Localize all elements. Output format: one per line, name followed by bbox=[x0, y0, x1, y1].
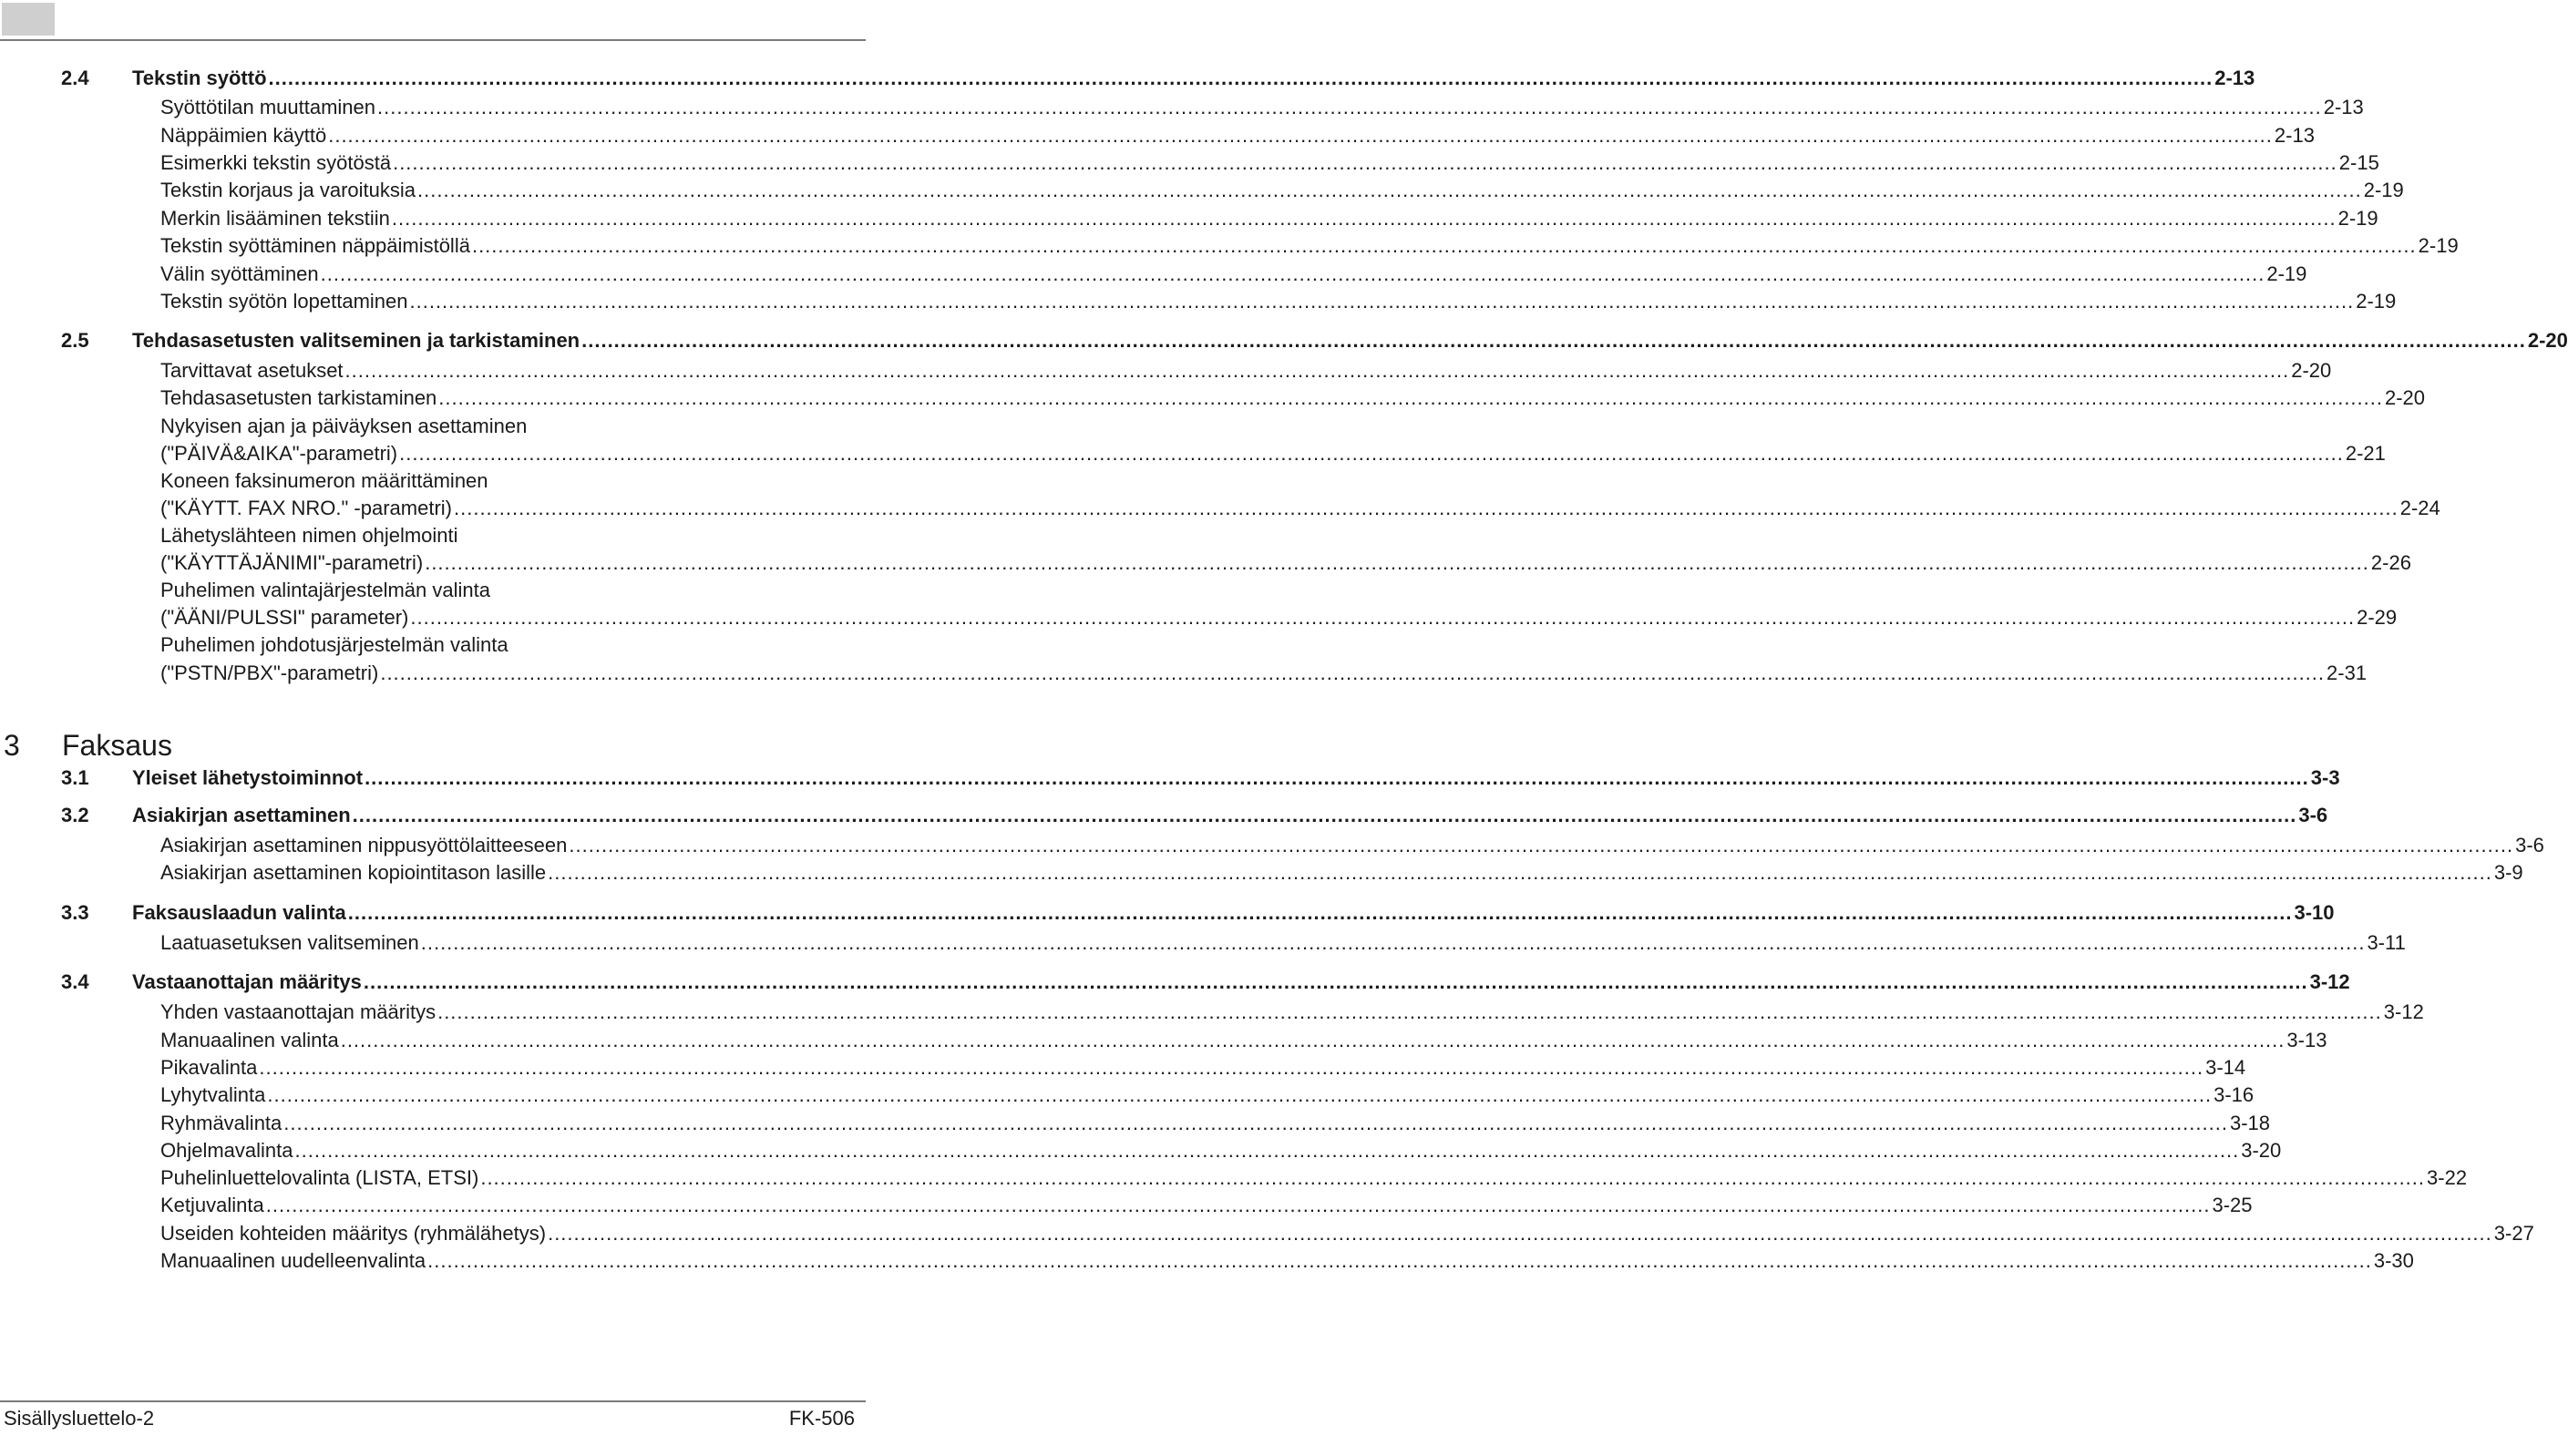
toc-page-number: 2-21 bbox=[2345, 442, 2386, 465]
toc-page-number: 2-29 bbox=[2357, 606, 2398, 629]
toc-page-number: 2-19 bbox=[2337, 207, 2378, 230]
toc-page-number: 3-6 bbox=[2515, 834, 2544, 856]
toc-entry-title: Tekstin syöttö bbox=[132, 67, 267, 89]
dot-leader: ............................................................................................................................................................................................................................................................................................................ bbox=[471, 234, 2417, 257]
toc-leader-line bbox=[132, 802, 2328, 829]
toc-entry-title: Puhelinluettelovalinta (LISTA, ETSI) bbox=[160, 1166, 479, 1189]
toc-page-number: 2-19 bbox=[2418, 234, 2459, 257]
dot-leader: ............................................................................................................................................................................................................................................................................................................ bbox=[283, 1112, 2228, 1134]
toc-entry-title: ("ÄÄNI/PULSSI" parameter) bbox=[160, 606, 409, 629]
toc-entry-title: Vastaanottajan määritys bbox=[132, 970, 362, 993]
dot-leader: ............................................................................................................................................................................................................................................................................................................ bbox=[569, 834, 2514, 856]
toc-entry-title: Merkin lisääminen tekstiin bbox=[160, 207, 390, 230]
toc-entry-title: Asiakirjan asettaminen nippusyöttölaitteeseen bbox=[160, 834, 568, 856]
toc-entry-title: Puhelimen valintajärjestelmän valinta bbox=[160, 579, 490, 601]
dot-leader: ............................................................................................................................................................................................................................................................................................................ bbox=[377, 96, 2322, 118]
toc-leader-line bbox=[160, 929, 2406, 957]
toc-leader-line bbox=[160, 261, 2307, 288]
toc-entry-title: Tekstin syöttäminen näppäimistöllä bbox=[160, 234, 470, 257]
toc-leader-line bbox=[160, 122, 2315, 149]
toc-page-number: 2-20 bbox=[2385, 386, 2426, 409]
dot-leader: ............................................................................................................................................................................................................................................................................................................ bbox=[409, 290, 2355, 313]
toc-leader-line bbox=[160, 1164, 2468, 1192]
toc-entry-title: Näppäimien käyttö bbox=[160, 124, 327, 147]
dot-leader: ............................................................................................................................................................................................................................................................................................................ bbox=[548, 861, 2492, 884]
toc-leader-line bbox=[160, 660, 2368, 687]
dot-leader: ............................................................................................................................................................................................................................................................................................................ bbox=[480, 1166, 2426, 1189]
toc-page-number: 2-15 bbox=[2338, 151, 2379, 174]
dot-leader: ............................................................................................................................................................................................................................................................................................................ bbox=[347, 901, 2293, 924]
toc-page-number: 2-26 bbox=[2370, 551, 2411, 574]
toc-section-number: 3.3 bbox=[61, 901, 89, 924]
dot-leader: ............................................................................................................................................................................................................................................................................................................ bbox=[399, 442, 2344, 465]
toc-leader-line bbox=[160, 232, 2459, 260]
toc-leader-line bbox=[160, 1110, 2271, 1137]
toc-entry-title: Tarvittavat asetukset bbox=[160, 359, 344, 382]
toc-entry-title: Lyhytvalinta bbox=[160, 1083, 266, 1106]
toc-entry-title: Nykyisen ajan ja päiväyksen asettaminen bbox=[160, 415, 528, 437]
toc-entry-title: Asiakirjan asettaminen bbox=[132, 804, 351, 826]
toc-leader-line bbox=[160, 1082, 2255, 1109]
toc-leader-line bbox=[160, 832, 2544, 859]
toc-entry-title: Faksauslaadun valinta bbox=[132, 901, 346, 924]
toc-leader-line bbox=[132, 969, 2350, 996]
dot-leader: ............................................................................................................................................................................................................................................................................................................ bbox=[438, 386, 2383, 409]
toc-section-number: 3.4 bbox=[61, 970, 89, 993]
dot-leader: ............................................................................................................................................................................................................................................................................................................ bbox=[267, 1083, 2213, 1106]
footer-page-label: Sisällysluettelo-2 bbox=[4, 1407, 155, 1430]
toc-page-number: 2-20 bbox=[2291, 359, 2332, 382]
toc-entry-title: Manuaalinen uudelleenvalinta bbox=[160, 1249, 426, 1272]
toc-entry-title: ("KÄYTTÄJÄNIMI"-parametri) bbox=[160, 551, 424, 574]
dot-leader: ............................................................................................................................................................................................................................................................................................................ bbox=[548, 1222, 2492, 1245]
toc-leader-line bbox=[132, 327, 2568, 354]
toc-entry-title: ("KÄYTT. FAX NRO." -parametri) bbox=[160, 497, 452, 519]
toc-page-number: 2-19 bbox=[2363, 179, 2404, 201]
toc-leader-line bbox=[160, 999, 2424, 1026]
dot-leader: ............................................................................................................................................................................................................................................................................................................ bbox=[410, 606, 2356, 629]
toc-entry-title: Laatuasetuksen valitseminen bbox=[160, 931, 419, 954]
toc-page-number: 3-9 bbox=[2493, 861, 2523, 884]
toc-entry-title: Tekstin korjaus ja varoituksia bbox=[160, 179, 416, 201]
toc-entry-title: Tehdasasetusten tarkistaminen bbox=[160, 386, 437, 409]
toc-section-number: 3.1 bbox=[61, 766, 89, 789]
toc-page-number: 3-18 bbox=[2229, 1112, 2271, 1134]
toc-page-number: 2-19 bbox=[2266, 262, 2307, 285]
dot-leader: ............................................................................................................................................................................................................................................................................................................ bbox=[294, 1139, 2240, 1162]
toc-page-number: 3-14 bbox=[2205, 1056, 2246, 1079]
dot-leader: ............................................................................................................................................................................................................................................................................................................ bbox=[391, 207, 2337, 230]
dot-leader: ............................................................................................................................................................................................................................................................................................................ bbox=[363, 970, 2308, 993]
toc-page-number: 3-6 bbox=[2298, 804, 2328, 826]
dot-leader: ............................................................................................................................................................................................................................................................................................................ bbox=[420, 931, 2366, 954]
toc-entry-title: Syöttötilan muuttaminen bbox=[160, 96, 376, 118]
toc-section-number: 3.2 bbox=[61, 804, 89, 826]
toc-section-number: 2.4 bbox=[61, 67, 89, 89]
toc-entry-title: Välin syöttäminen bbox=[160, 262, 319, 285]
toc-entry-title: Pikavalinta bbox=[160, 1056, 258, 1079]
dot-leader: ............................................................................................................................................................................................................................................................................................................ bbox=[454, 497, 2399, 519]
toc-entry-title: ("PSTN/PBX"-parametri) bbox=[160, 661, 379, 684]
dot-leader: ............................................................................................................................................................................................................................................................................................................ bbox=[259, 1056, 2204, 1079]
toc-leader-line bbox=[160, 357, 2332, 385]
dot-leader: ............................................................................................................................................................................................................................................................................................................ bbox=[380, 661, 2326, 684]
toc-page-number: 3-13 bbox=[2286, 1029, 2327, 1051]
toc-leader-line bbox=[132, 899, 2335, 927]
toc-page-number: 3-12 bbox=[2309, 970, 2350, 993]
toc-leader-line bbox=[160, 1054, 2246, 1082]
toc-entry-title: Esimerkki tekstin syötöstä bbox=[160, 151, 392, 174]
toc-entry-title: Yhden vastaanottajan määritys bbox=[160, 1000, 437, 1023]
toc-page-number: 3-16 bbox=[2214, 1083, 2255, 1106]
dot-leader: ............................................................................................................................................................................................................................................................................................................ bbox=[328, 124, 2273, 147]
toc-section-number: 2.5 bbox=[61, 329, 89, 352]
dot-leader: ............................................................................................................................................................................................................................................................................................................ bbox=[344, 359, 2290, 382]
toc-page-number: 3-25 bbox=[2212, 1194, 2253, 1216]
toc-entry-title: Manuaalinen valinta bbox=[160, 1029, 339, 1051]
toc-entry-title: Puhelimen johdotusjärjestelmän valinta bbox=[160, 633, 508, 656]
toc-leader-line bbox=[160, 177, 2404, 204]
toc-leader-line bbox=[160, 205, 2378, 232]
toc-page-number: 2-19 bbox=[2356, 290, 2397, 313]
toc-page-number: 3-10 bbox=[2294, 901, 2335, 924]
toc-entry-title: Asiakirjan asettaminen kopiointitason lasille bbox=[160, 861, 547, 884]
toc-leader-line bbox=[160, 859, 2523, 887]
toc-leader-line bbox=[160, 1220, 2534, 1247]
dot-leader: ............................................................................................................................................................................................................................................................................................................ bbox=[425, 551, 2369, 574]
toc-page-number: 2-13 bbox=[2214, 67, 2255, 89]
footer-model-label: FK-506 bbox=[788, 1407, 855, 1430]
toc-leader-line bbox=[160, 1192, 2253, 1219]
toc-leader-line bbox=[132, 65, 2255, 92]
toc-leader-line bbox=[160, 440, 2386, 467]
toc-entry-title: Yleiset lähetystoiminnot bbox=[132, 766, 364, 789]
toc-leader-line bbox=[160, 1027, 2327, 1054]
toc-entry-title: Koneen faksinumeron määrittäminen bbox=[160, 469, 488, 492]
toc-leader-line bbox=[160, 495, 2440, 522]
dot-leader: ............................................................................................................................................................................................................................................................................................................ bbox=[427, 1249, 2372, 1272]
dot-leader: ............................................................................................................................................................................................................................................................................................................ bbox=[393, 151, 2337, 174]
toc-page-number: 3-3 bbox=[2310, 766, 2340, 789]
toc-page-number: 2-13 bbox=[2323, 96, 2364, 118]
toc-leader-line bbox=[160, 1247, 2414, 1275]
toc-leader-line bbox=[160, 604, 2398, 631]
dot-leader: ............................................................................................................................................................................................................................................................................................................ bbox=[268, 67, 2214, 89]
toc-leader-line bbox=[160, 1137, 2282, 1164]
toc-entry-title: Ryhmävalinta bbox=[160, 1112, 282, 1134]
toc-entry-title: Lähetyslähteen nimen ohjelmointi bbox=[160, 524, 458, 547]
dot-leader: ............................................................................................................................................................................................................................................................................................................ bbox=[265, 1194, 2211, 1216]
toc-page-number: 2-24 bbox=[2399, 497, 2440, 519]
toc-page-number: 3-12 bbox=[2383, 1000, 2424, 1023]
toc-page-number: 3-30 bbox=[2373, 1249, 2414, 1272]
toc-leader-line bbox=[160, 149, 2379, 177]
toc-page-number: 3-20 bbox=[2241, 1139, 2282, 1162]
toc-leader-line bbox=[132, 764, 2340, 792]
toc-entry-title: ("PÄIVÄ&AIKA"-parametri) bbox=[160, 442, 398, 465]
toc-entry-title: Tekstin syötön lopettaminen bbox=[160, 290, 408, 313]
toc-entry-title: Useiden kohteiden määritys (ryhmälähetys) bbox=[160, 1222, 547, 1245]
dot-leader: ............................................................................................................................................................................................................................................................................................................ bbox=[352, 804, 2297, 826]
dot-leader: ............................................................................................................................................................................................................................................................................................................ bbox=[365, 766, 2309, 789]
toc-page-number: 2-31 bbox=[2327, 661, 2368, 684]
toc-entry-title: Ohjelmavalinta bbox=[160, 1139, 293, 1162]
toc-page-number: 2-13 bbox=[2274, 124, 2315, 147]
dot-leader: ............................................................................................................................................................................................................................................................................................................ bbox=[581, 329, 2526, 352]
toc-leader-line bbox=[160, 385, 2426, 412]
footer-rule bbox=[0, 1400, 866, 1402]
toc-entry-title: Ketjuvalinta bbox=[160, 1194, 264, 1216]
dot-leader: ............................................................................................................................................................................................................................................................................................................ bbox=[437, 1000, 2382, 1023]
toc-page-number: 3-27 bbox=[2493, 1222, 2534, 1245]
chapter-title: Faksaus bbox=[62, 729, 172, 762]
toc-page-number: 3-11 bbox=[2367, 931, 2406, 954]
toc-page-number: 2-20 bbox=[2527, 329, 2568, 352]
toc-leader-line bbox=[160, 549, 2411, 577]
toc-leader-line bbox=[160, 288, 2397, 315]
dot-leader: ............................................................................................................................................................................................................................................................................................................ bbox=[340, 1029, 2286, 1051]
toc-page-number: 3-22 bbox=[2427, 1166, 2468, 1189]
toc-entry-title: Tehdasasetusten valitseminen ja tarkistaminen bbox=[132, 329, 580, 352]
toc-leader-line bbox=[160, 94, 2364, 121]
dot-leader: ............................................................................................................................................................................................................................................................................................................ bbox=[320, 262, 2265, 285]
chapter-number: 3 bbox=[4, 729, 20, 762]
dot-leader: ............................................................................................................................................................................................................................................................................................................ bbox=[417, 179, 2362, 201]
